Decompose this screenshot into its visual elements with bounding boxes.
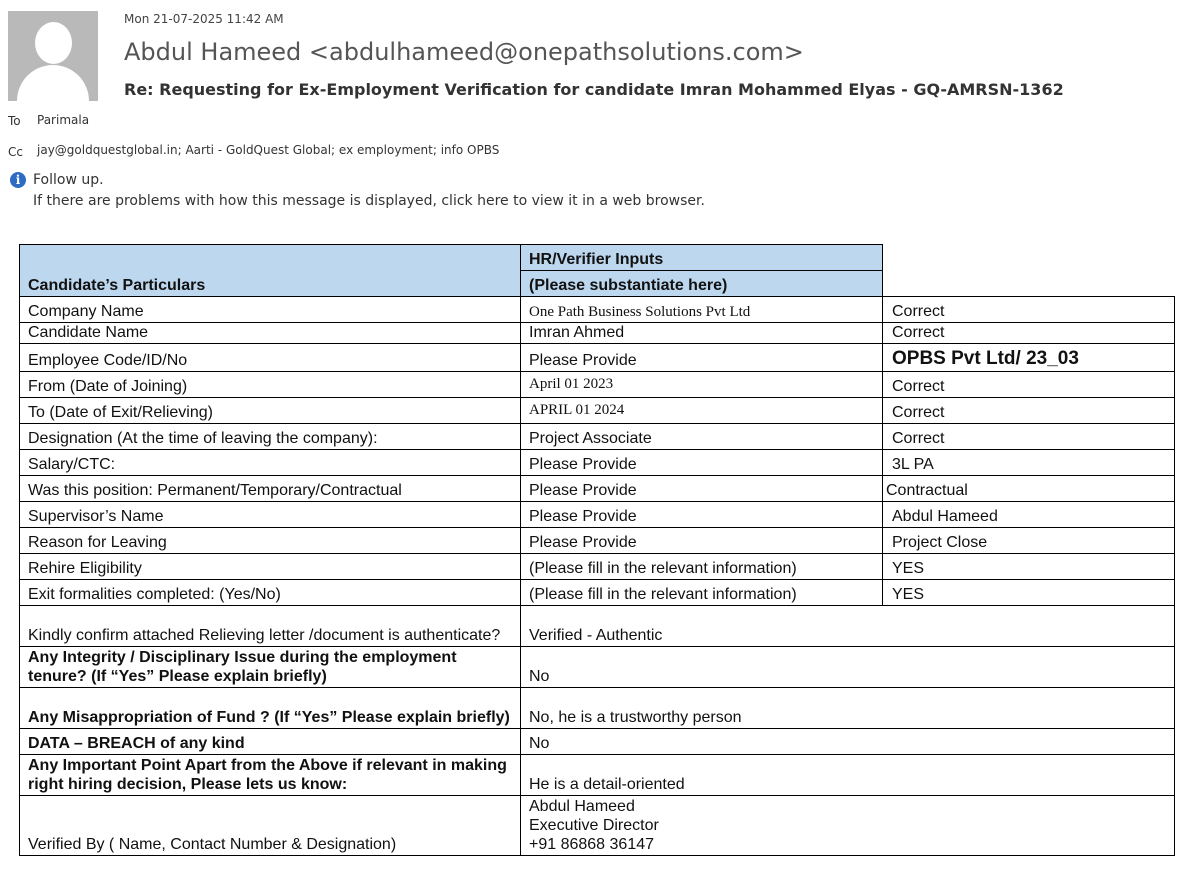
table-row (20, 755, 1175, 796)
to-label: To (8, 114, 21, 128)
row-label: Candidate Name (20, 323, 521, 344)
row-value: No (521, 647, 1175, 688)
row-value: He is a detail-oriented (521, 755, 1175, 796)
table-row (20, 450, 1175, 476)
row-input: April 01 2023 (521, 372, 883, 398)
row-label: Any Misappropriation of Fund ? (If “Yes” Please explain briefly) (20, 688, 521, 729)
row-answer: Correct (883, 323, 1175, 344)
row-answer: Correct (883, 297, 1175, 323)
table-row (20, 476, 1175, 502)
row-label: Was this position: Permanent/Temporary/Contractual (20, 476, 521, 502)
row-answer: Correct (883, 424, 1175, 450)
table-row (20, 323, 1175, 344)
verifier-designation: Executive Director (529, 817, 659, 834)
row-answer: YES (883, 580, 1175, 606)
row-value: No (521, 729, 1175, 755)
row-input: Please Provide (521, 344, 883, 372)
table-row (20, 398, 1175, 424)
row-input: Imran Ahmed (521, 323, 883, 344)
table-row (20, 796, 1175, 856)
avatar-shoulders (17, 65, 89, 101)
table-row (20, 372, 1175, 398)
row-answer: 3L PA (883, 450, 1175, 476)
table-row (20, 688, 1175, 729)
row-input: Please Provide (521, 476, 883, 502)
row-answer: OPBS Pvt Ltd/ 23_03 (883, 344, 1175, 372)
row-input: Please Provide (521, 502, 883, 528)
table-row (20, 344, 1175, 372)
email-sender[interactable]: Abdul Hameed <abdulhameed@onepathsolutions.com> (124, 38, 804, 66)
row-label: Supervisor’s Name (20, 502, 521, 528)
email-date: Mon 21-07-2025 11:42 AM (124, 12, 284, 26)
row-input: Project Associate (521, 424, 883, 450)
verifier-name: Abdul Hameed (529, 798, 635, 815)
row-input: One Path Business Solutions Pvt Ltd (521, 297, 883, 323)
header-candidate-particulars: Candidate’s Particulars (20, 245, 521, 297)
info-icon: i (10, 172, 26, 188)
row-label: Any Important Point Apart from the Above if relevant in making right hiring decision, Please lets us know: (20, 755, 521, 796)
row-input: (Please fill in the relevant information) (521, 554, 883, 580)
sender-avatar (8, 11, 98, 101)
row-label: Designation (At the time of leaving the company): (20, 424, 521, 450)
table-row (20, 580, 1175, 606)
table-row (20, 729, 1175, 755)
row-label: Salary/CTC: (20, 450, 521, 476)
row-label: Exit formalities completed: (Yes/No) (20, 580, 521, 606)
row-input: Please Provide (521, 528, 883, 554)
row-label: From (Date of Joining) (20, 372, 521, 398)
row-label: Any Integrity / Disciplinary Issue during the employment tenure? (If “Yes” Please explain briefly) (20, 647, 521, 688)
row-answer: Correct (883, 372, 1175, 398)
cc-recipients[interactable]: jay@goldquestglobal.in; Aarti - GoldQuest Global; ex employment; info OPBS (37, 143, 500, 157)
avatar-head (35, 22, 72, 64)
verifier-phone: +91 86868 36147 (529, 836, 655, 853)
view-in-browser-link[interactable]: If there are problems with how this message is displayed, click here to view it in a web browser. (33, 193, 705, 209)
row-answer: YES (883, 554, 1175, 580)
table-row (20, 647, 1175, 688)
table-row (20, 297, 1175, 323)
verification-table (19, 244, 1175, 856)
row-label: Employee Code/ID/No (20, 344, 521, 372)
email-subject: Re: Requesting for Ex-Employment Verification for candidate Imran Mohammed Elyas - GQ-AMRSN-1362 (124, 80, 1064, 99)
follow-up-flag: Follow up. (33, 172, 104, 188)
verified-by-details (521, 796, 1175, 856)
verified-by-label: Verified By ( Name, Contact Number & Designation) (20, 796, 521, 856)
header-spacer (883, 245, 1175, 297)
row-value: No, he is a trustworthy person (521, 688, 1175, 729)
table-row (20, 606, 1175, 647)
row-label: To (Date of Exit/Relieving) (20, 398, 521, 424)
header-hr-inputs: HR/Verifier Inputs (521, 245, 883, 271)
row-input: (Please fill in the relevant information) (521, 580, 883, 606)
row-label: DATA – BREACH of any kind (20, 729, 521, 755)
row-answer: Project Close (883, 528, 1175, 554)
header-substantiate: (Please substantiate here) (521, 271, 883, 297)
row-input: Please Provide (521, 450, 883, 476)
row-answer: Contractual (883, 476, 1175, 502)
row-label: Company Name (20, 297, 521, 323)
table-row (20, 554, 1175, 580)
row-label: Reason for Leaving (20, 528, 521, 554)
to-recipients[interactable]: Parimala (37, 113, 90, 127)
table-row (20, 502, 1175, 528)
cc-label: Cc (8, 145, 23, 159)
row-input: APRIL 01 2024 (521, 398, 883, 424)
row-value: Verified - Authentic (521, 606, 1175, 647)
row-label: Rehire Eligibility (20, 554, 521, 580)
table-row (20, 424, 1175, 450)
row-answer: Abdul Hameed (883, 502, 1175, 528)
row-answer: Correct (883, 398, 1175, 424)
row-label: Kindly confirm attached Relieving letter /document is authenticate? (20, 606, 521, 647)
table-row (20, 528, 1175, 554)
